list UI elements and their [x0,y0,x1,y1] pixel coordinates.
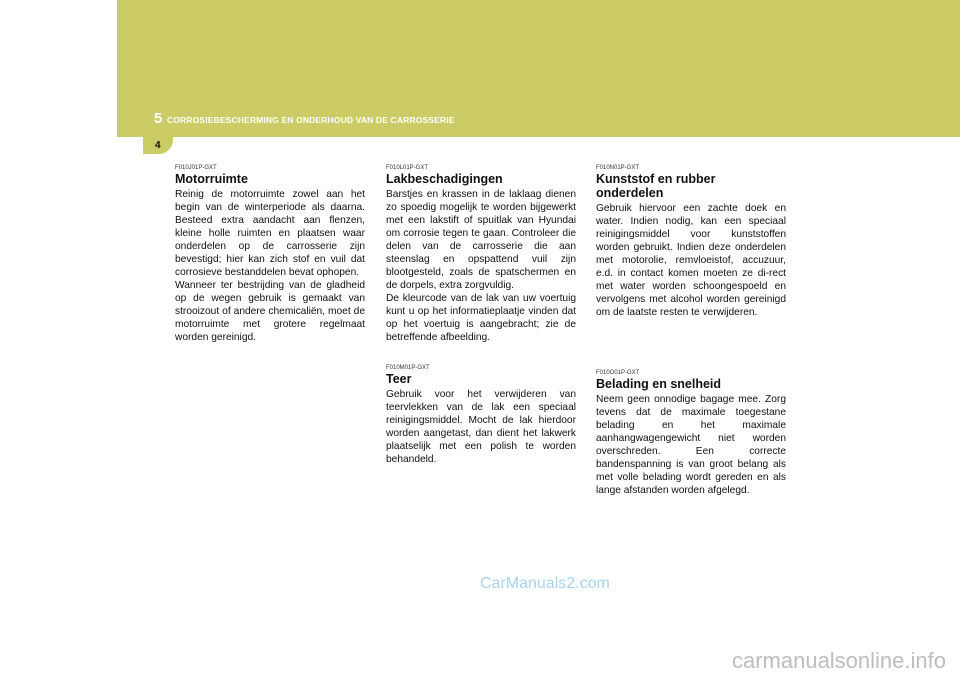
column-left [175,164,365,364]
column-right [596,164,786,517]
watermark-footer[interactable]: carmanualsonline.info [731,648,946,673]
section-body: Gebruik hiervoor een zachte doek en water. Indien nodig, kan een speciaal reinigingsmiddel voor kunststoffen worden gebruikt. Indien deze onderdelen met motorolie, remvloeistof, accuzuur, e.d. in contact komen moeten ze di-rect met water worden schoongespoeld en vervolgens met alcohol worden gereinigd om de laatste resten te verwijderen. [596,203,786,318]
chapter-number: 5 [154,110,163,127]
watermark-carmanuals2[interactable]: CarManuals2.com [480,575,610,592]
section-teer [386,364,576,466]
chapter-title: CORROSIEBESCHERMING EN ONDERHOUD VAN DE CARROSSERIE [167,115,455,125]
section-code: F010J01P-GXT [175,165,217,171]
section-motorruimte [175,164,365,344]
section-belading [596,369,786,497]
column-middle [386,164,576,486]
section-lakbeschadigingen [386,164,576,344]
section-heading: Kunststof en rubber onderdelen [596,172,716,200]
section-kunststof [596,164,786,319]
page-number: 4 [155,140,161,151]
section-body: Barstjes en krassen in de laklaag dienen zo spoedig mogelijk te worden bijgewerkt met een lakstift of spuitlak van Hyundai om corrosie tegen te gaan. Controleer die delen van de carrosserie die aan steenslag en opspattend vuil zijn blootgesteld, zoals de spatschermen en de dorpels, extra zorgvuldig. De kleurcode van de lak van uw voertuig kunt u op het informatieplaatje vinden dat op het voertuig is aangebracht; zie de betreffende afbeelding. [386,189,576,343]
section-code: F010N01P-GXT [596,165,640,171]
section-body: Reinig de motorruimte zowel aan het begin van de winterperiode als daarna. Besteed extra aandacht aan flenzen, kleine holle ruimten en plaatsen waar onderdelen op de carrosserie zijn bevestigd; hier kan zich stof en vuil dat corrosieve bestanddelen bevat ophopen. Wanneer ter bestrijding van de gladheid op de wegen gebruik is gemaakt van strooizout of andere chemicaliën, moet de motorruimte met grotere regelmaat worden gereinigd. [175,189,365,343]
section-code: F010M01P-GXT [386,365,430,371]
section-heading: Teer [386,372,412,386]
section-code: F010O01P-GXT [596,370,640,376]
section-body: Neem geen onnodige bagage mee. Zorg tevens dat de maximale toegestane belading en het maximale aanhangwagengewicht niet worden overschreden. Een correcte bandenspanning is van groot belang als met volle belading wordt gereden en als lange afstanden worden afgelegd. [596,394,786,496]
section-spacer [596,339,786,369]
section-body: Gebruik voor het verwijderen van teervlekken van de lak een speciaal reinigingsmiddel. Mocht de lak hierdoor worden aangetast, dan dient het lakwerk plaatselijk met een polish te worden behandeld. [386,389,576,465]
section-code: F010L01P-GXT [386,165,429,171]
section-heading: Lakbeschadigingen [386,172,503,186]
section-heading: Motorruimte [175,172,248,186]
section-heading: Belading en snelheid [596,377,722,391]
